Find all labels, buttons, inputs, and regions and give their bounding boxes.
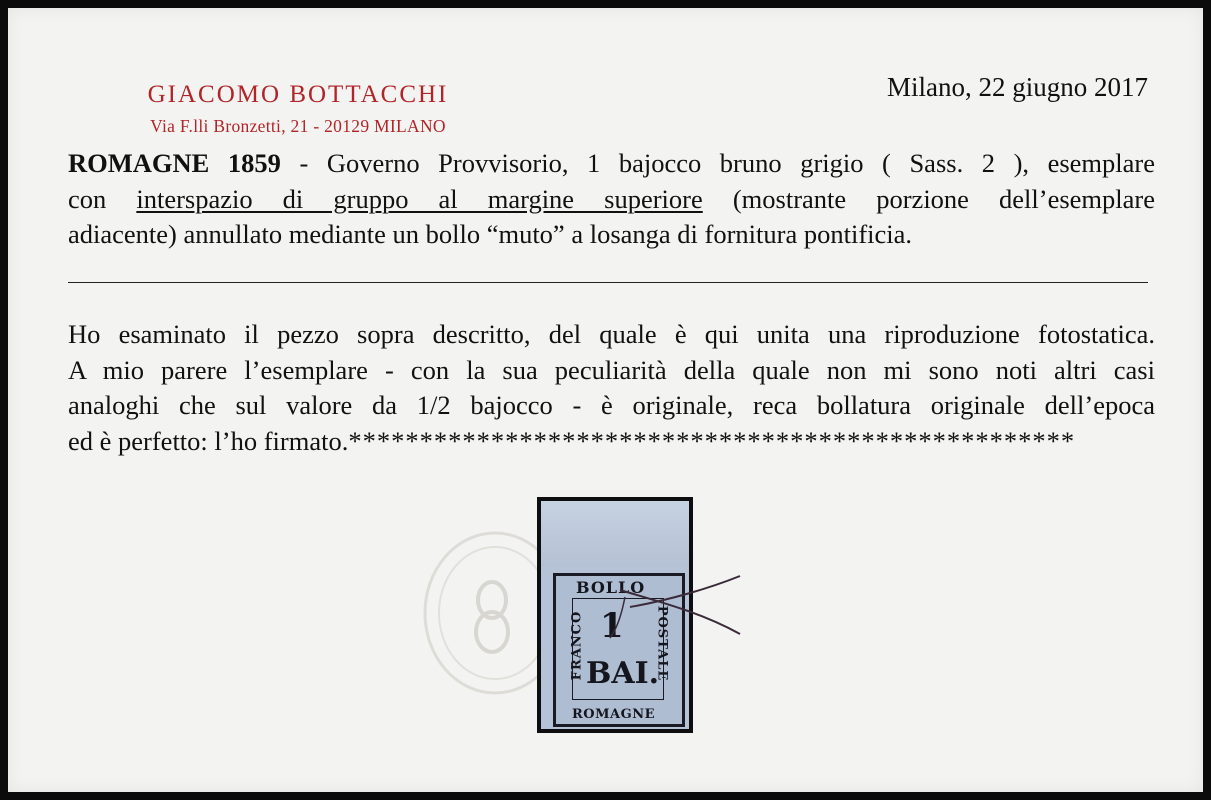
description-title: ROMAGNE 1859 [68,148,281,178]
divider [68,282,1148,283]
stamp-right-text: POSTALE [654,605,670,682]
description-line3: adiacente) annullato mediante un bollo “muto” a losanga di fornitura pontificia. [68,219,913,249]
description-underlined: interspazio di gruppo al margine superiore [136,183,703,214]
opinion-line1: Ho esaminato il pezzo sopra descritto, del quale è qui unita una riproduzione fotostatica. [68,319,1155,349]
stamp-left-text: FRANCO [569,610,585,681]
expert-address: Via F.lli Bronzetti, 21 - 20129 MILANO [150,116,446,136]
letterhead [68,80,528,138]
stamp-unit: BAI. [586,656,660,691]
stamp-top-text: BOLLO [576,578,646,597]
expert-opinion [68,317,1155,459]
stamp-value: 1 [600,606,624,646]
description-line2-prefix: con [68,183,137,214]
opinion-stars: *************************************************** [348,425,1076,456]
description-line1: - Governo Provvisorio, 1 bajocco bruno grigio ( Sass. 2 ), esemplare [280,148,1156,178]
expert-name: GIACOMO BOTTACCHI [147,81,449,108]
opinion-line4: ed è perfetto: l’ho firmato. [68,425,349,456]
place-date: Milano, 22 giugno 2017 [887,72,1148,102]
signature-mark-icon [600,572,750,642]
description-line2-rest: (mostrante porzione dell’esemplare [702,183,1155,214]
opinion-line3: analoghi che sul valore da 1/2 bajocco - è originale, reca bollatura originale dell’epoca [68,390,1155,420]
stamp-description [68,146,1155,253]
stamp-top-margin [541,501,689,567]
stamp-bottom-text: ROMAGNE [572,707,655,722]
opinion-line2: A mio parere l’esemplare - con la sua peculiarità della quale non mi sono noti altri casi [68,354,1155,385]
